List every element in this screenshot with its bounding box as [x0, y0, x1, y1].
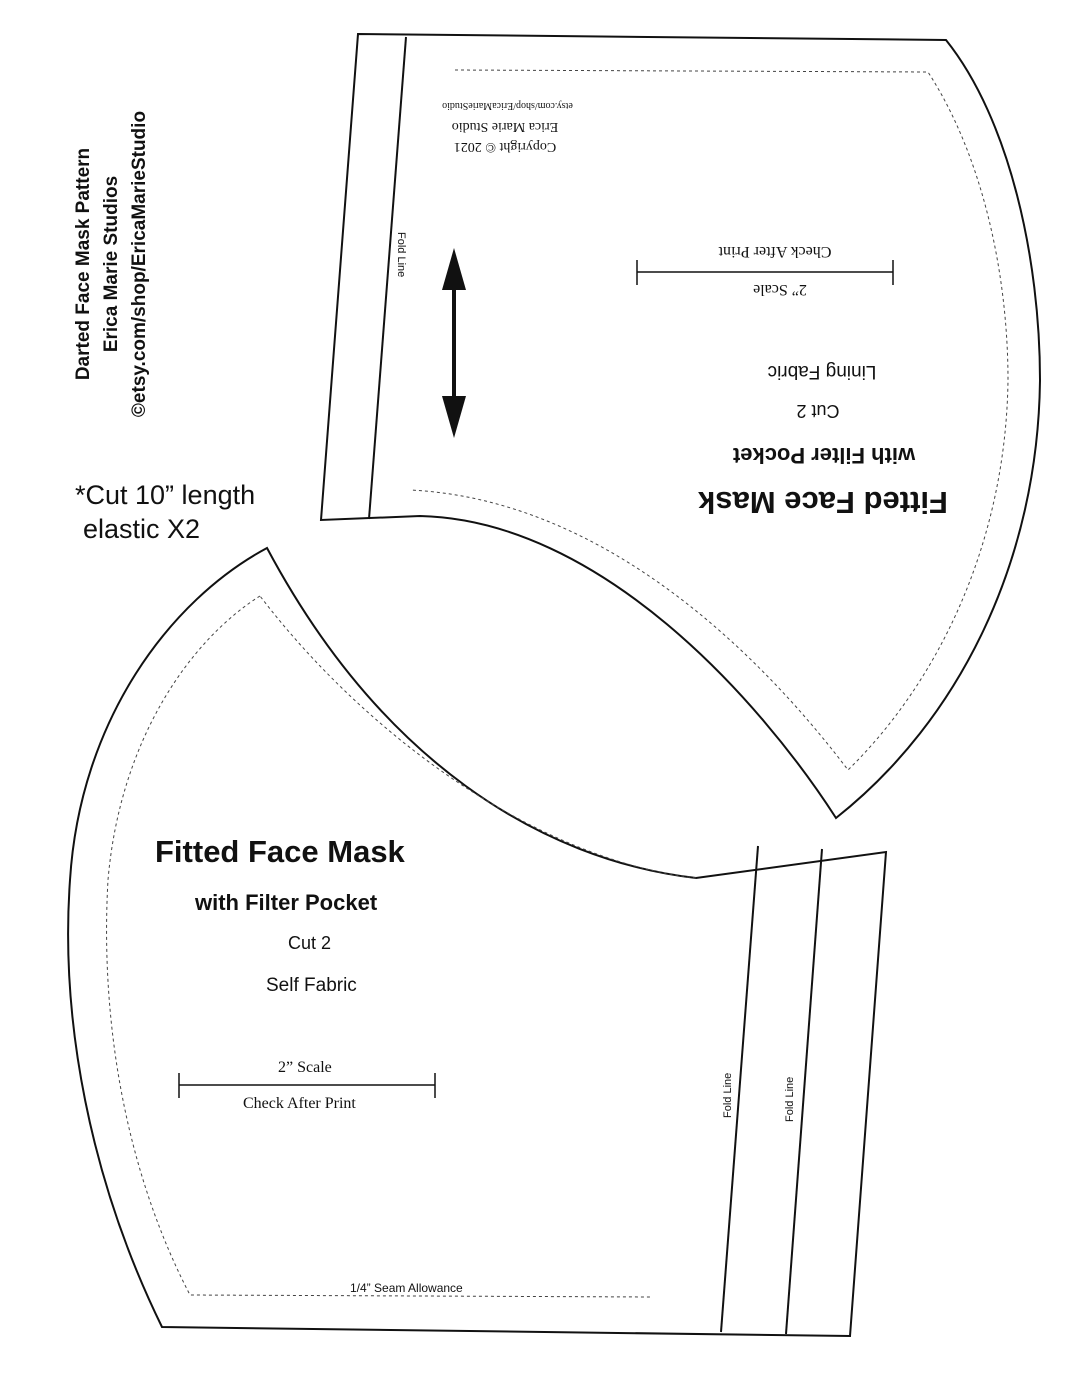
upper-piece-seam: [410, 70, 1008, 770]
lower-fold-label-2: Fold Line: [784, 1076, 796, 1122]
upper-copyright: Copyright © 2021: [453, 139, 557, 154]
upper-studio: Erica Marie Studio: [451, 119, 559, 134]
grain-arrow-down-icon: [442, 396, 466, 438]
upper-scale-label: 2” Scale: [753, 281, 807, 298]
grain-arrow-up-icon: [442, 248, 466, 290]
lower-fold-label-1: Fold Line: [722, 1072, 734, 1118]
lower-piece-title: Fitted Face Mask: [155, 834, 405, 869]
lower-piece-subtitle: with Filter Pocket: [195, 890, 378, 915]
upper-check-label: Check After Print: [718, 243, 832, 260]
credit-shop-url: ©etsy.com/shop/EricaMarieStudio: [129, 110, 150, 418]
lower-check-label: Check After Print: [243, 1095, 356, 1112]
elastic-note-line1: *Cut 10” length: [75, 480, 256, 510]
upper-piece-title: Fitted Face Mask: [698, 485, 948, 520]
upper-piece-outline: [321, 34, 1040, 818]
lower-piece-seam: [107, 596, 696, 1297]
elastic-note-line2: elastic X2: [83, 514, 201, 544]
lower-piece-fabric: Self Fabric: [266, 975, 357, 996]
pattern-credit: [70, 54, 154, 474]
credit-studio-name: Erica Marie Studios: [101, 175, 122, 353]
seam-allowance-label: 1/4” Seam Allowance: [350, 1281, 463, 1295]
upper-url: etsy.com/shop/EricaMarieStudio: [442, 100, 573, 111]
upper-piece-subtitle: with Filter Pocket: [732, 443, 916, 468]
lower-piece-cut: Cut 2: [288, 933, 332, 953]
credit-pattern-name: Darted Face Mask Pattern: [73, 147, 94, 381]
upper-piece-cut: Cut 2: [796, 401, 840, 421]
lower-piece-outline: [68, 548, 886, 1336]
elastic-note: [75, 478, 255, 546]
upper-fold-line: [369, 37, 406, 519]
upper-piece-fabric: Lining Fabric: [767, 361, 877, 382]
upper-fold-label: Fold Line: [395, 232, 407, 278]
lower-scale-label: 2” Scale: [278, 1059, 332, 1076]
